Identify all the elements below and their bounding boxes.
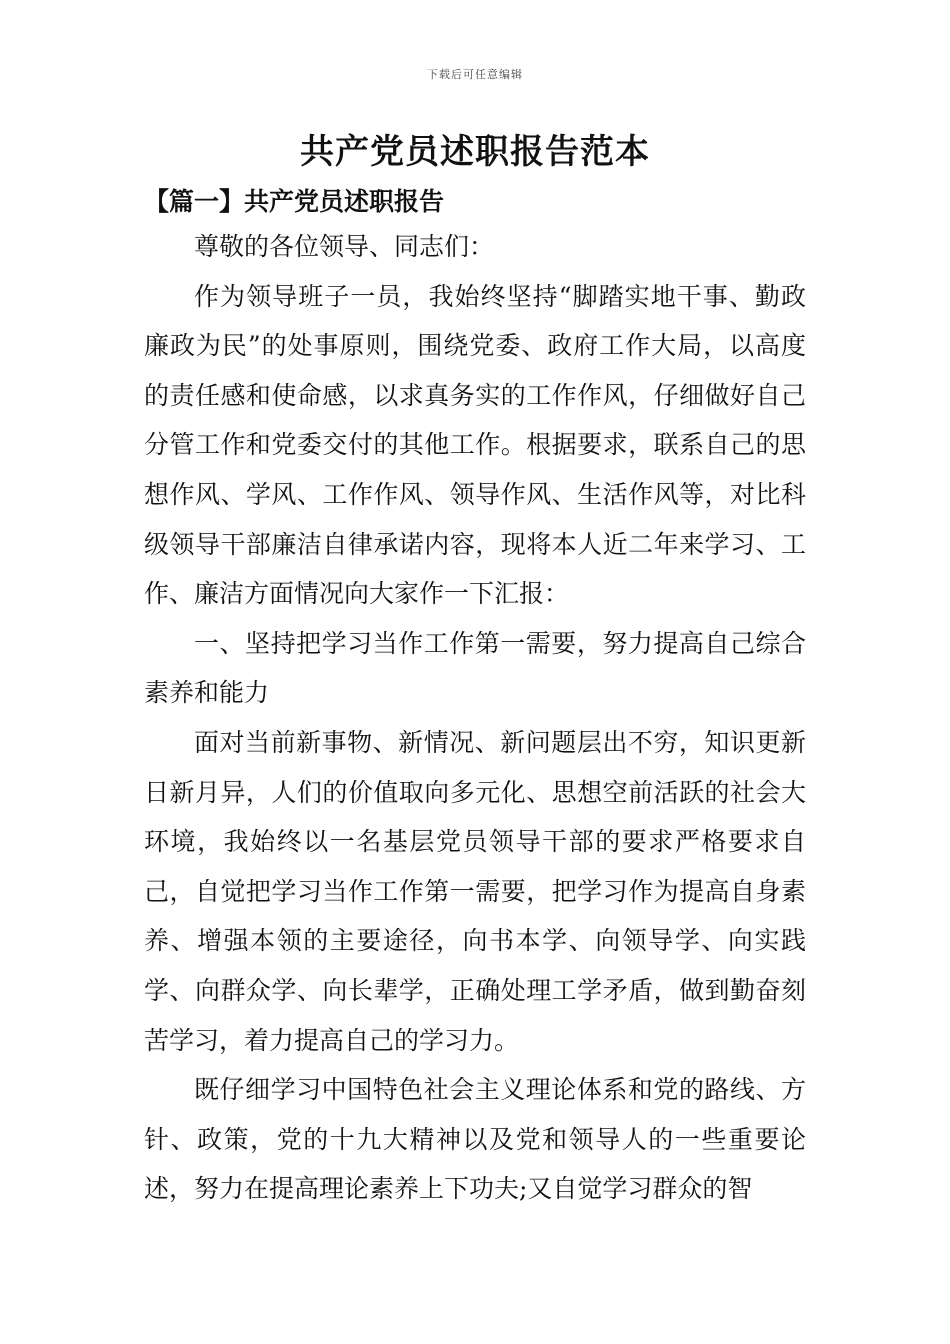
section-heading: 【篇一】共产党员述职报告 xyxy=(144,187,445,216)
paragraph-intro: 作为领导班子一员，我始终坚持“脚踏实地干事、勤政廉政为民”的处事原则，围绕党委、政府工作大局，以高度的责任感和使命感，以求真务实的工作作风，仔细做好自己分管工作和党委交付的其他工作。根据要求，联系自己的思想作风、学风、工作作风、领导作风、生活作风等，对比科级领导干部廉洁自律承诺内容，现将本人近二年来学习、工作、廉洁方面情况向大家作一下汇报： xyxy=(144,281,806,609)
page-header-note: 下载后可任意编辑 xyxy=(427,68,523,81)
paragraph-salutation: 尊敬的各位领导、同志们： xyxy=(194,232,495,261)
paragraph-theory: 既仔细学习中国特色社会主义理论体系和党的路线、方针、政策，党的十九大精神以及党和领导人的一些重要论述，努力在提高理论素养上下功夫;又自觉学习群众的智 xyxy=(144,1075,806,1204)
document-title: 共产党员述职报告范本 xyxy=(300,132,650,172)
document-body xyxy=(144,222,806,1214)
paragraph-subheading-1: 一、坚持把学习当作工作第一需要，努力提高自己综合素养和能力 xyxy=(144,628,806,708)
paragraph-study: 面对当前新事物、新情况、新问题层出不穷，知识更新日新月异，人们的价值取向多元化、思想空前活跃的社会大环境，我始终以一名基层党员领导干部的要求严格要求自己，自觉把学习当作工作第一需要，把学习作为提高自身素养、增强本领的主要途径，向书本学、向领导学、向实践学、向群众学、向长辈学，正确处理工学矛盾，做到勤奋刻苦学习，着力提高自己的学习力。 xyxy=(144,727,806,1055)
